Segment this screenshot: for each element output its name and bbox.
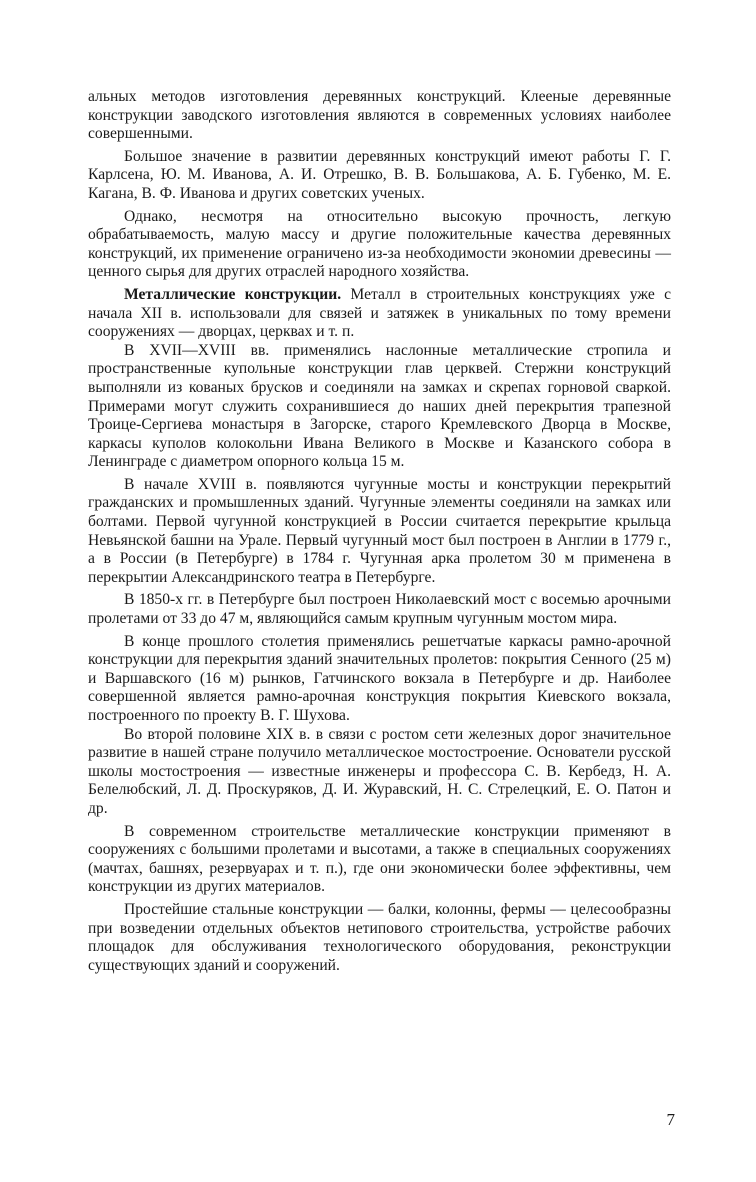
paragraph-text: Металл в строительных конструкциях уже с начала XII в. использовали для связей и затяжек в уникальных по тому времени сооружениях — дворцах, церквах и т. п. xyxy=(88,285,671,341)
paragraph: В современном строительстве металлические конструкции применяют в сооружениях с большими пролетами и высотами, а также в специальных сооружениях (мачтах, башнях, резервуарах и т. п.), где они экономически более эффективны, чем конструкции из других материалов. xyxy=(88,822,671,896)
paragraph: Простейшие стальные конструкции — балки, колонны, фермы — целесообразны при возведении отдельных объектов нетипового строительства, устройстве рабочих площадок для обслуживания технологического оборудования, реконструкции существующих зданий и сооружений. xyxy=(88,900,671,974)
paragraph: Во второй половине XIX в. в связи с ростом сети железных дорог значительное развитие в нашей стране получило металлическое мостостроение. Основатели русской школы мостостроения — известные инженеры и профессора С. В. Кербедз, Н. А. Белелюбский, Л. Д. Проскуряков, Д. И. Журавский, Н. С. Стрелецкий, Е. О. Патон и др. xyxy=(88,725,671,817)
section-run-in-heading: Металлические конструкции. xyxy=(124,285,342,303)
page-number: 7 xyxy=(666,1110,675,1129)
paragraph: В конце прошлого столетия применялись решетчатые каркасы рамно-арочной конструкции для перекрытия зданий значительных пролетов: покрытия Сенного (25 м) и Варшавского (16 м) рынков, Гатчинского вокзала в Петербурге и др. Наиболее совершенной является рамно-арочная конструкция покрытия Киевского вокзала, построенного по проекту В. Г. Шухова. xyxy=(88,632,671,724)
paragraph-metal-structures xyxy=(88,286,671,342)
paragraph: В XVII—XVIII вв. применялись наслонные металлические стропила и пространственные купольные конструкции глав церквей. Стержни конструкций выполняли из кованых брусков и соединяли на замках и скрепах горновой сваркой. Примерами могут служить сохранившиеся до наших дней перекрытия трапезной Троице-Сергиева монастыря в Загорске, старого Кремлевского Дворца в Москве, каркасы куполов колокольни Ивана Великого в Москве и Казанского собора в Ленинграде с диаметром опорного кольца 15 м. xyxy=(88,341,671,471)
page-body xyxy=(88,88,671,975)
paragraph: Однако, несмотря на относительно высокую прочность, легкую обрабатываемость, малую массу и другие положительные качества деревянных конструкций, их применение ограничено из-за необходимости экономии древесины — ценного сырья для других отраслей народного хозяйства. xyxy=(88,207,671,281)
paragraph: Большое значение в развитии деревянных конструкций имеют работы Г. Г. Карлсена, Ю. М. Иванова, А. И. Отрешко, В. В. Большакова, А. Б. Губенко, М. Е. Кагана, В. Ф. Иванова и других советских ученых. xyxy=(88,147,671,202)
paragraph: В начале XVIII в. появляются чугунные мосты и конструкции перекрытий гражданских и промышленных зданий. Чугунные элементы соединяли на замках или болтами. Первой чугунной конструкцией в России считается перекрытие крыльца Невьянской башни на Урале. Первый чугунный мост был построен в Англии в 1779 г., а в России (в Петербурге) в 1784 г. Чугунная арка пролетом 30 м применена в перекрытии Александринского театра в Петербурге. xyxy=(88,475,671,586)
paragraph-continuation: альных методов изготовления деревянных конструкций. Клееные деревянные конструкции заводского изготовления являются в современных условиях наиболее совершенными. xyxy=(88,88,671,143)
paragraph: В 1850-х гг. в Петербурге был построен Николаевский мост с восемью арочными пролетами от 33 до 47 м, являющийся самым крупным чугунным мостом мира. xyxy=(88,591,671,628)
